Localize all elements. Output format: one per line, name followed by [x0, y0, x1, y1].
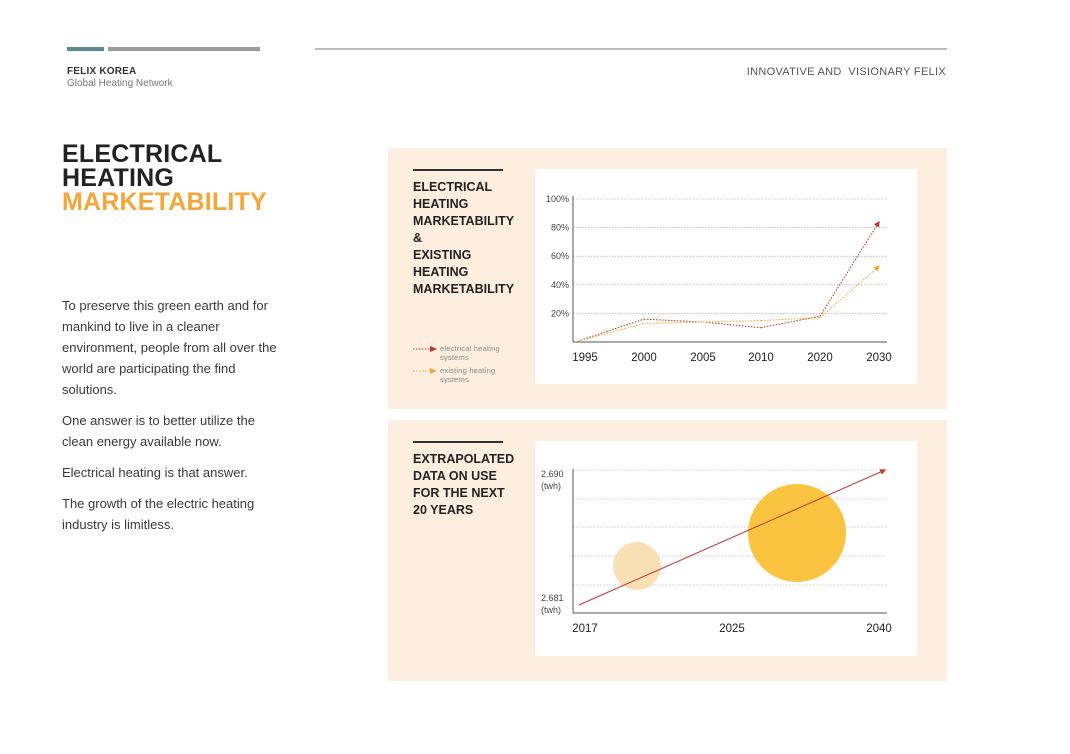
body-paragraph: The growth of the electric heating industry is limitless. [62, 496, 255, 532]
y-top-unit: (twh) [541, 481, 561, 491]
brand-subtitle: Global Heating Network [67, 78, 173, 89]
series-segment [644, 322, 703, 323]
heading-line: HEATING [413, 265, 469, 279]
panel-heading [413, 179, 514, 298]
y-tick-label: 80% [550, 222, 569, 233]
body-paragraph: To preserve this green earth and for mankind to live in a cleaner environment, people from all over the world are participating the find solutions. [62, 298, 277, 397]
dotted-arrow-icon [413, 368, 437, 374]
heading-line: ELECTRICAL [413, 180, 493, 194]
line-chart-box [535, 169, 917, 384]
heading-line: DATA ON USE [413, 469, 497, 483]
x-tick-label: 2017 [572, 623, 598, 635]
body-paragraph: One answer is to better utilize the clean energy available now. [62, 413, 255, 449]
line-chart [535, 169, 917, 384]
bubble-chart [535, 441, 917, 656]
series-segment [761, 316, 820, 327]
extrapolated-panel [388, 420, 947, 681]
heading-line: EXTRAPOLATED [413, 452, 515, 466]
panel-heading [413, 451, 514, 519]
series-segment [703, 322, 761, 328]
heading-line: MARKETABILITY [413, 282, 515, 296]
y-bottom-label: 2.681 [541, 593, 564, 603]
x-tick-label: 2005 [690, 352, 716, 364]
panel-rule [413, 169, 503, 171]
panel-rule [413, 441, 503, 443]
series-segment [820, 266, 879, 317]
dotted-arrow-icon [413, 346, 437, 352]
title-line-2: HEATING [62, 164, 175, 192]
x-tick-label: 2010 [748, 352, 774, 364]
series-segment [575, 319, 644, 342]
legend-label: electrical heating systems [440, 344, 500, 362]
body-text [62, 295, 277, 545]
body-paragraph: Electrical heating is that answer. [62, 465, 248, 480]
legend-item-existing [413, 366, 516, 384]
y-tick-label: 40% [550, 279, 569, 290]
legend-item-electrical [413, 344, 516, 362]
heading-line: HEATING [413, 197, 469, 211]
y-tick-label: 20% [550, 308, 569, 319]
heading-line: EXISTING [413, 248, 472, 262]
header-tagline: INNOVATIVE AND VISIONARY FELIX [746, 66, 946, 78]
x-tick-label: 2020 [807, 352, 833, 364]
series-1 [575, 266, 879, 342]
x-tick-label: 1995 [572, 352, 598, 364]
heading-line: 20 YEARS [413, 503, 474, 517]
brand-name: FELIX KOREA [67, 66, 137, 77]
x-tick-label: 2040 [866, 623, 892, 635]
page-title [62, 142, 267, 214]
x-tick-label: 2025 [719, 623, 745, 635]
series-segment [575, 323, 644, 342]
title-line-3: MARKETABILITY [62, 188, 267, 216]
header-grey-bar [108, 47, 260, 51]
header-accent-bar [67, 47, 104, 51]
series-segment [644, 319, 703, 322]
bubble-small [613, 542, 661, 590]
bubble-chart-box [535, 441, 917, 656]
brand-block [67, 66, 173, 89]
marketability-panel [388, 148, 947, 409]
chart-legend [413, 344, 516, 388]
y-tick-label: 100% [545, 194, 569, 204]
x-tick-label: 2030 [866, 352, 892, 364]
y-bottom-unit: (twh) [541, 605, 561, 615]
header-divider [315, 48, 947, 50]
bubble-large [748, 484, 846, 582]
title-line-1: ELECTRICAL [62, 140, 223, 168]
heading-line: FOR THE NEXT [413, 486, 505, 500]
legend-label: existing heating systems [440, 366, 496, 384]
series-segment [820, 222, 879, 316]
series-0 [575, 222, 879, 342]
y-tick-label: 60% [550, 251, 569, 262]
series-segment [703, 321, 761, 322]
heading-line: & [413, 231, 423, 245]
heading-line: MARKETABILITY [413, 214, 515, 228]
x-tick-label: 2000 [631, 352, 657, 364]
y-top-label: 2.690 [541, 469, 564, 479]
